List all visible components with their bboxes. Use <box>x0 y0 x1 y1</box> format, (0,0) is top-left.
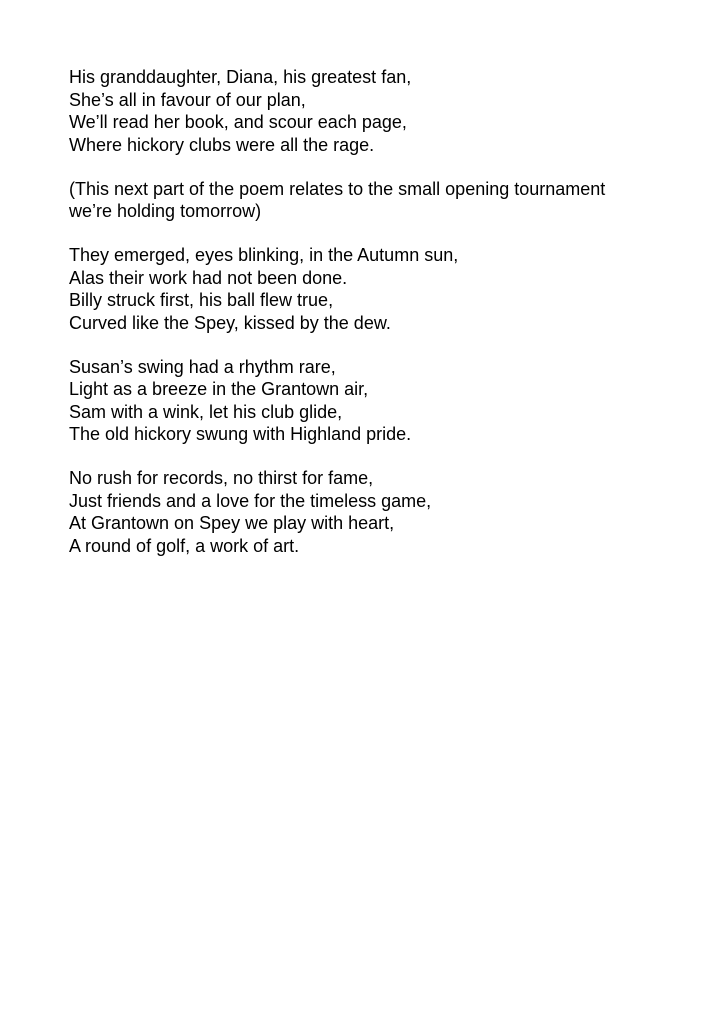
poem-line: No rush for records, no thirst for fame, <box>69 468 374 488</box>
poem-line: Where hickory clubs were all the rage. <box>69 134 375 155</box>
poem-line: She’s all in favour of our plan, <box>69 89 306 110</box>
poem-line: At Grantown on Spey we play with heart, <box>69 513 395 533</box>
poem-line: Curved like the Spey, kissed by the dew. <box>69 312 391 333</box>
poem-line: Sam with a wink, let his club glide, <box>69 401 343 422</box>
poem-line: Susan’s swing had a rhythm rare, <box>69 356 336 377</box>
poem-line: They emerged, eyes blinking, in the Autumn sun, <box>69 245 459 265</box>
note-line: we’re holding tomorrow) <box>69 201 262 221</box>
poem-line: We’ll read her book, and scour each page, <box>69 112 407 132</box>
editorial-note <box>69 178 709 223</box>
stanza <box>69 356 709 446</box>
poem-line: His granddaughter, Diana, his greatest fan, <box>69 67 412 87</box>
stanza <box>69 244 709 334</box>
stanza <box>69 66 709 156</box>
stanza <box>69 467 709 557</box>
poem-line: Light as a breeze in the Grantown air, <box>69 379 369 399</box>
poem-body <box>69 66 709 579</box>
poem-line: Billy struck first, his ball flew true, <box>69 290 334 310</box>
poem-line: Alas their work had not been done. <box>69 267 348 288</box>
poem-line: The old hickory swung with Highland pride. <box>69 424 412 444</box>
note-line: (This next part of the poem relates to the small opening tournament <box>69 178 606 199</box>
poem-line: Just friends and a love for the timeless game, <box>69 490 432 511</box>
poem-line: A round of golf, a work of art. <box>69 535 300 556</box>
